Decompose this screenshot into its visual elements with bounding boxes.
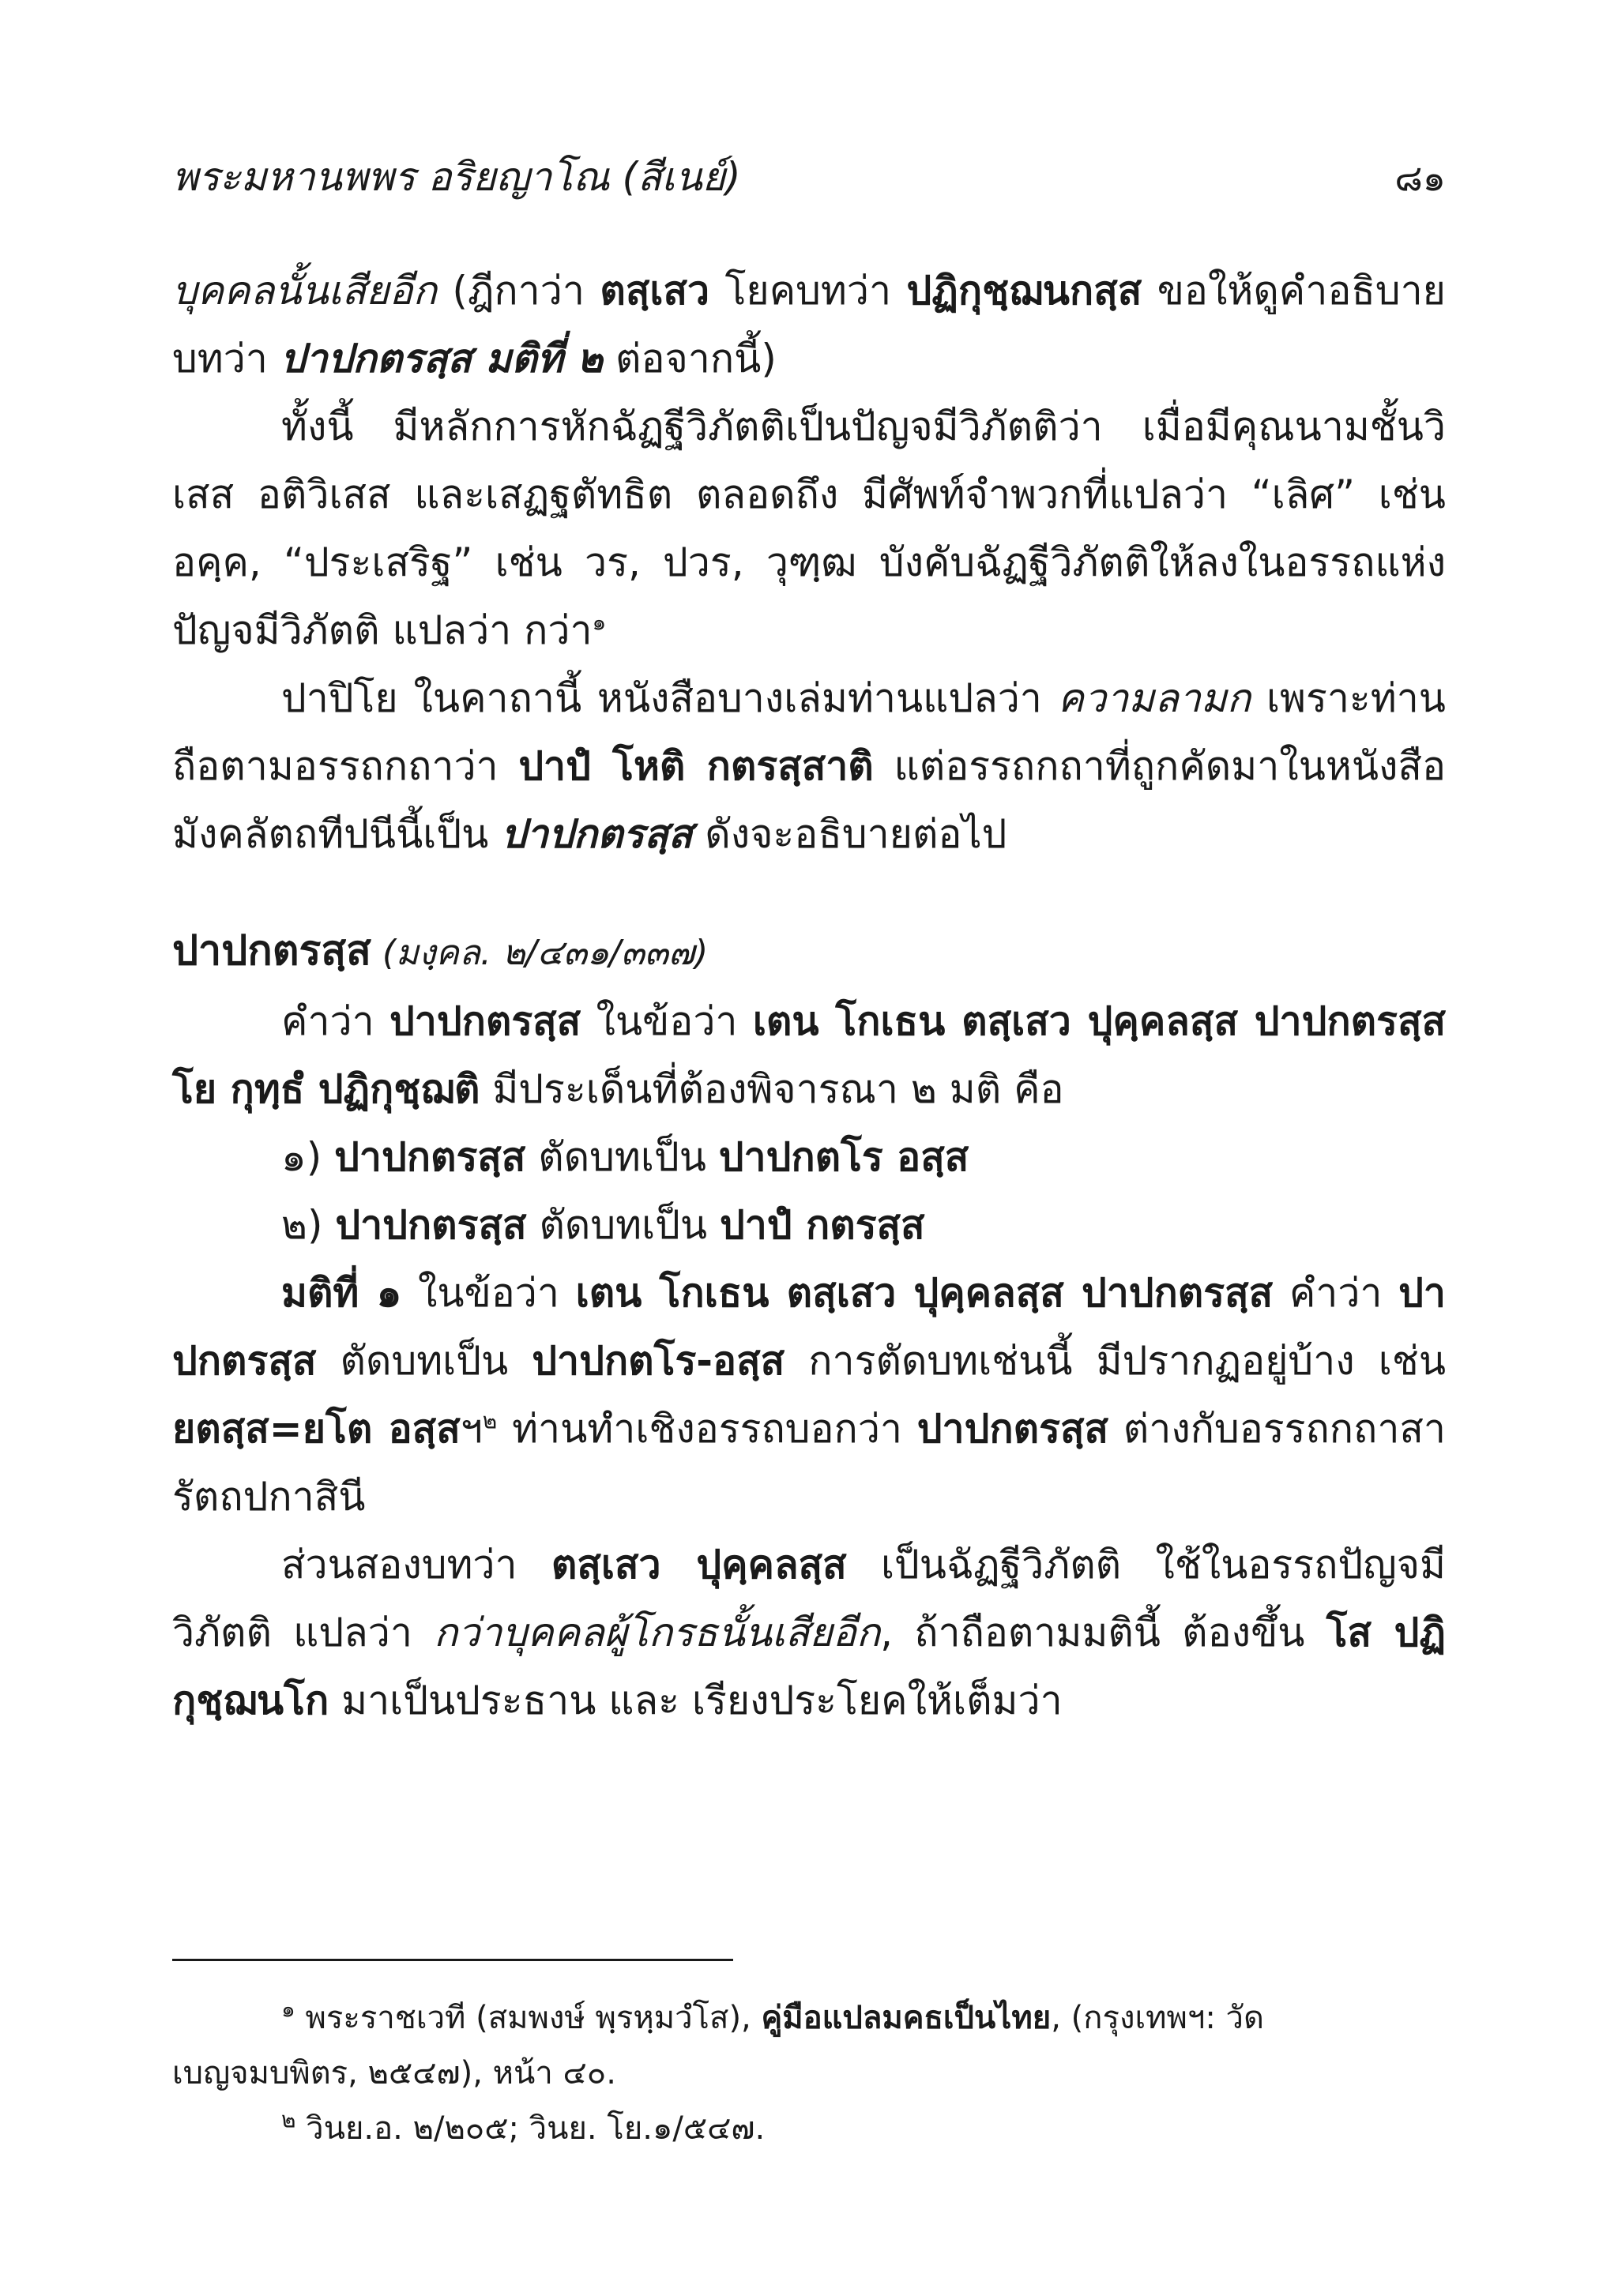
text-span: เตน โกเธน ตสฺเสว ปุคฺคลสฺส ปาปกตรสฺส xyxy=(575,1270,1274,1316)
page-number: ๘๑ xyxy=(1394,156,1446,199)
list-number: ๑) xyxy=(281,1134,335,1180)
text-span: ต่างกับอรรถกถาสารัตถปกาสินี xyxy=(172,1406,1446,1520)
text-span: ปาปกตรสฺส มติที่ ๒ xyxy=(280,336,604,381)
text-span: ตสฺเสว ปุคฺคลสฺส xyxy=(551,1542,847,1588)
text-span: ตัดบทเป็น xyxy=(525,1134,719,1180)
text-span: ตัดบทเป็น xyxy=(526,1202,720,1248)
text-span: พระราชเวที (สมพงษ์ พฺรหฺมวํโส), xyxy=(295,2000,762,2036)
text-span: บุคคลนั้นเสียอีก xyxy=(172,268,437,314)
text-span: เป็นฉัฏฐีวิภัตติ ใช้ในอรรถปัญจมีวิภัตติ แปลว่า xyxy=(172,1542,1446,1655)
text-span: , ถ้าถือตามมตินี้ ต้องขึ้น xyxy=(880,1610,1326,1655)
text-span: เพราะท่านถือตามอรรถกถาว่า xyxy=(172,675,1446,789)
text-span: ปาปกตรสฺส xyxy=(334,1134,526,1180)
text-span: ปาปํ กตรสฺส xyxy=(719,1202,925,1248)
paragraph-6 xyxy=(172,1531,1446,1734)
section-reference: (มงฺคล. ๒/๔๓๑/๓๓๗) xyxy=(371,933,709,973)
text-span: ปาปกตรสฺส xyxy=(172,1270,1446,1384)
text-span: ดังจะอธิบายต่อไป xyxy=(692,811,1007,857)
list-item xyxy=(172,1191,1446,1259)
footnote-1 xyxy=(172,1990,1446,2101)
text-span: ในข้อว่า xyxy=(401,1270,576,1316)
section-title: ปาปกตรสฺส xyxy=(172,927,371,975)
section-heading xyxy=(172,917,1446,987)
book-title: คู่มือแปลมคธเป็นไทย xyxy=(761,2000,1052,2036)
text-span: คำว่า xyxy=(1273,1270,1399,1316)
text-span: ยตสฺส=ยโต อสฺส xyxy=(172,1406,461,1452)
paragraph-4 xyxy=(172,987,1446,1123)
text-span: ปาปกตโร อสฺส xyxy=(718,1134,969,1180)
list-item xyxy=(172,1123,1446,1191)
text-span: วินย.อ. ๒/๒๐๕; วินย. โย.๑/๕๔๗. xyxy=(295,2110,766,2147)
text-span: ส่วนสองบทว่า xyxy=(281,1542,551,1588)
text-span: ปาปกตรสฺส xyxy=(389,998,581,1044)
text-span: โส ปฏิกุชฺฌนโก xyxy=(172,1610,1446,1723)
text-span: ทั้งนี้ มีหลักการหักฉัฏฐีวิภัตติเป็นปัญจมีวิภัตติว่า เมื่อมีคุณนามชั้นวิเสส อติวิเสส และเสฏฐตัทธิต ตลอดถึง มีศัพท์จำพวกที่แปลว่า “เลิศ” เช่น อคฺค, “ประเสริฐ” เช่น วร, ปวร, วุฑฺฒ บังคับฉัฏฐีวิภัตติให้ลงในอรรถแห่งปัญจมีวิภัตติ แปลว่า กว่า xyxy=(172,404,1446,653)
footnote-number: ๒ xyxy=(281,2106,296,2133)
footnote-2 xyxy=(172,2101,1446,2156)
text-span: ปาปิโย ในคาถานี้ หนังสือบางเล่มท่านแปลว่า xyxy=(281,675,1058,721)
header-author: พระมหานพพร อริยญาโณ (สีเนย์) xyxy=(172,154,741,200)
footnotes xyxy=(172,1990,1446,2156)
list-number: ๒) xyxy=(281,1202,336,1248)
footnote-number: ๑ xyxy=(281,1996,295,2023)
text-span: การตัดบทเช่นนี้ มีปรากฏอยู่บ้าง เช่น xyxy=(785,1338,1446,1384)
text-span: กว่าบุคคลผู้โกรธนั้นเสียอีก xyxy=(434,1610,881,1655)
text-span: ในข้อว่า xyxy=(581,998,753,1044)
text-span: ปาปกตโร-อสฺส xyxy=(532,1338,785,1384)
text-span: ขอให้ดูคำอธิบายบทว่า xyxy=(172,268,1446,381)
text-span: ตสฺเสว xyxy=(600,268,710,314)
text-span: เตน โกเธน ตสฺเสว ปุคฺคลสฺส ปาปกตรสฺส โย กุทฺธํ ปฏิกุชฺฌติ xyxy=(172,998,1446,1112)
footnote-marker: ๒ xyxy=(482,1407,498,1434)
paragraph-5 xyxy=(172,1259,1446,1531)
text-span: ปาปํ โหติ กตรสฺสาติ xyxy=(518,743,874,789)
text-span: , (กรุงเทพฯ: วัดเบญจมบพิตร, ๒๕๔๗), หน้า ๔๐. xyxy=(172,2000,1264,2091)
text-span: ท่านทำเชิงอรรถบอกว่า xyxy=(497,1406,917,1452)
text-span: ปาปกตรสฺส xyxy=(335,1202,527,1248)
text-span: โยคบทว่า xyxy=(709,268,907,314)
text-span: (ฎีกาว่า xyxy=(436,268,600,314)
text-span: มติที่ ๑ xyxy=(281,1270,402,1316)
text-span: ความลามก xyxy=(1057,675,1251,721)
text-span: ต่อจากนี้) xyxy=(603,336,777,381)
text-span: ปาปกตรสฺส xyxy=(501,811,693,857)
paragraph-3 xyxy=(172,664,1446,868)
footnote-marker: ๑ xyxy=(592,609,607,636)
text-span: แต่อรรถกถาที่ถูกคัดมาในหนังสือมังคลัตถทีปนีนี้เป็น xyxy=(172,743,1446,857)
text-span: ตัดบทเป็น xyxy=(316,1338,532,1384)
text-span: ปฏิกุชฺฌนกสฺส xyxy=(906,268,1142,314)
running-header xyxy=(172,146,1446,209)
text-span: คำว่า xyxy=(281,998,390,1044)
text-span: มีประเด็นที่ต้องพิจารณา ๒ มติ คือ xyxy=(480,1066,1064,1112)
footnote-divider xyxy=(172,1959,733,1961)
text-span: มาเป็นประธาน และ เรียงประโยคให้เต็มว่า xyxy=(329,1678,1063,1723)
paragraph-1 xyxy=(172,257,1446,393)
body-text xyxy=(172,257,1446,1734)
text-span: ฯ xyxy=(460,1406,483,1452)
text-span: ปาปกตรสฺส xyxy=(916,1406,1108,1452)
paragraph-2 xyxy=(172,393,1446,664)
